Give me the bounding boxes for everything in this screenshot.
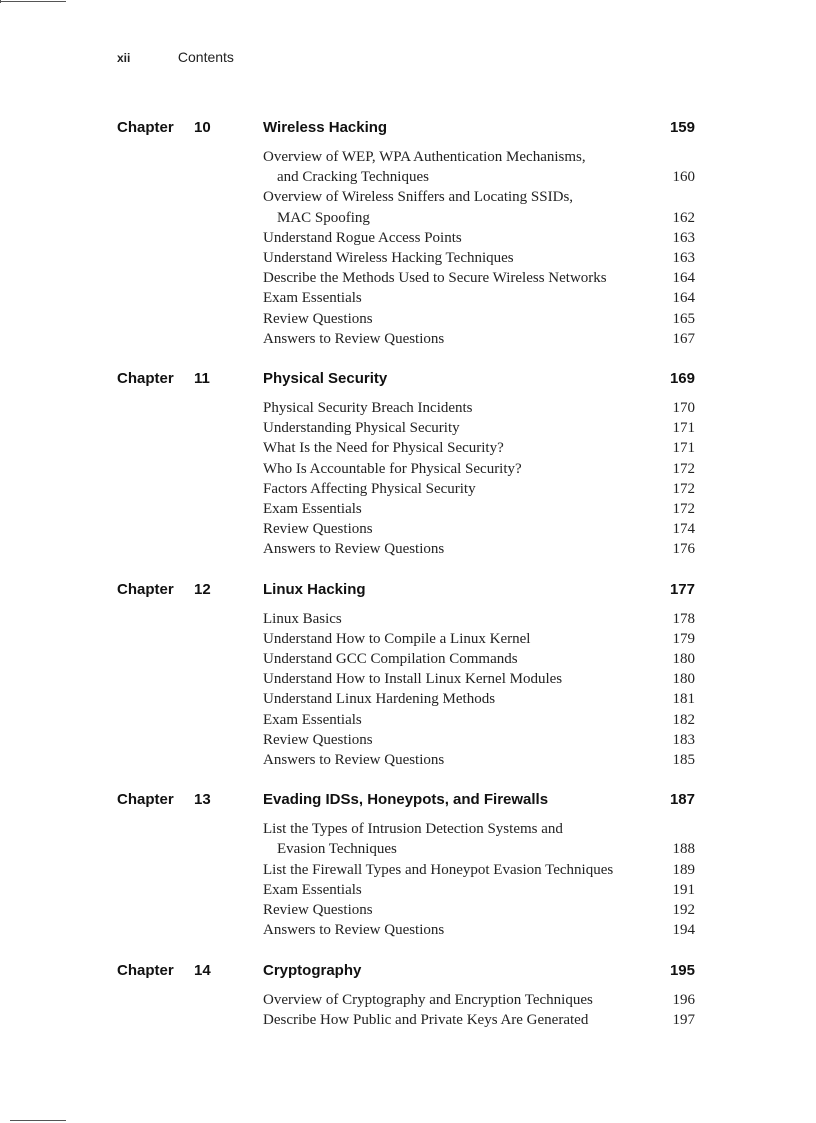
entry-title: Exam Essentials	[263, 881, 362, 898]
toc-entry[interactable]	[263, 438, 695, 458]
chapter-block	[0, 962, 816, 1030]
entry-title: Understand Linux Hardening Methods	[263, 691, 496, 708]
entry-list	[0, 819, 816, 940]
toc-entry[interactable]	[263, 990, 695, 1010]
entry-title: Physical Security Breach Incidents	[263, 400, 473, 417]
entry-title: List the Types of Intrusion Detection Systems and	[263, 821, 563, 838]
toc-entry[interactable]	[263, 268, 695, 288]
entry-page: 188	[672, 841, 695, 858]
chapter-title: Physical Security	[263, 370, 388, 388]
toc-entry[interactable]	[263, 860, 695, 880]
chapter-heading[interactable]	[0, 119, 816, 139]
chapter-block	[0, 581, 816, 771]
entry-page: 160	[672, 169, 695, 186]
entry-title: List the Firewall Types and Honeypot Evasion Techniques	[263, 861, 614, 878]
toc-entry[interactable]	[263, 669, 695, 689]
crop-tick-top	[0, 0, 1, 3]
entry-page: 180	[672, 651, 695, 668]
entry-title: Overview of Wireless Sniffers and Locating SSIDs,	[263, 189, 574, 206]
chapter-page: 169	[669, 370, 695, 388]
toc-entry[interactable]	[263, 880, 695, 900]
chapter-page: 159	[669, 119, 695, 136]
chapter-heading[interactable]	[0, 581, 816, 601]
entry-title: Linux Basics	[263, 610, 342, 627]
page-number: xii	[117, 51, 131, 65]
toc-entry[interactable]	[263, 730, 695, 750]
entry-title: Overview of Cryptography and Encryption Techniques	[263, 991, 593, 1008]
entry-title: Answers to Review Questions	[263, 752, 445, 769]
entry-page: 191	[672, 881, 695, 898]
toc-entry[interactable]	[263, 329, 695, 349]
toc-entry[interactable]	[263, 248, 695, 268]
entry-title-continued: and Cracking Techniques	[277, 169, 429, 186]
chapter-label: Chapter	[117, 791, 174, 809]
toc-entry[interactable]	[263, 1010, 695, 1030]
toc-entry[interactable]	[263, 629, 695, 649]
chapter-heading[interactable]	[0, 791, 816, 811]
entry-page: 180	[672, 671, 695, 688]
entry-title-continued: Evasion Techniques	[277, 841, 397, 858]
entry-page: 163	[672, 250, 695, 267]
toc-entry[interactable]	[263, 920, 695, 940]
entry-list	[0, 990, 816, 1030]
toc-entry[interactable]	[263, 418, 695, 438]
entry-page: 174	[672, 521, 695, 538]
toc-entry[interactable]	[263, 187, 695, 227]
chapter-number: 10	[194, 119, 211, 136]
entry-title: Describe the Methods Used to Secure Wireless Networks	[263, 270, 607, 287]
toc-entry[interactable]	[263, 609, 695, 629]
chapter-label: Chapter	[117, 580, 174, 598]
toc-entry[interactable]	[263, 689, 695, 709]
running-title: Contents	[177, 49, 234, 65]
toc-entry[interactable]	[263, 288, 695, 308]
entry-title: Answers to Review Questions	[263, 541, 445, 558]
entry-title: Describe How Public and Private Keys Are Generated	[263, 1011, 589, 1028]
entry-title: Understanding Physical Security	[263, 420, 460, 437]
entry-page: 189	[672, 861, 695, 878]
entry-page: 197	[672, 1011, 695, 1028]
entry-page: 185	[672, 752, 695, 769]
chapter-block	[0, 370, 816, 560]
crop-mark-bottom	[10, 1120, 66, 1121]
entry-page: 182	[672, 711, 695, 728]
entry-page: 183	[672, 731, 695, 748]
chapter-label: Chapter	[117, 961, 174, 979]
entry-page: 163	[672, 229, 695, 246]
toc-entry[interactable]	[263, 710, 695, 730]
entry-page: 165	[672, 310, 695, 327]
entry-page: 171	[672, 440, 695, 457]
entry-page: 172	[672, 501, 695, 518]
entry-page: 164	[672, 290, 695, 307]
running-header	[117, 49, 234, 65]
toc-entry[interactable]	[263, 519, 695, 539]
chapter-title: Evading IDSs, Honeypots, and Firewalls	[263, 791, 549, 809]
entry-page: 196	[672, 991, 695, 1008]
chapter-title: Linux Hacking	[263, 580, 366, 598]
entry-page: 172	[672, 460, 695, 477]
entry-page: 162	[672, 209, 695, 226]
entry-title: Exam Essentials	[263, 711, 362, 728]
chapter-page: 177	[669, 580, 695, 598]
toc-entry[interactable]	[263, 309, 695, 329]
entry-page: 171	[672, 420, 695, 437]
entry-list	[0, 398, 816, 560]
chapter-label: Chapter	[117, 119, 174, 136]
toc-entry[interactable]	[263, 819, 695, 859]
entry-title: Understand Wireless Hacking Techniques	[263, 250, 514, 267]
entry-title-continued: MAC Spoofing	[277, 209, 370, 226]
entry-page: 192	[672, 902, 695, 919]
toc-entry[interactable]	[263, 649, 695, 669]
entry-title: Exam Essentials	[263, 501, 362, 518]
toc-entry[interactable]	[263, 479, 695, 499]
entry-title: Review Questions	[263, 731, 373, 748]
toc-entry[interactable]	[263, 900, 695, 920]
chapter-block	[0, 791, 816, 940]
chapter-heading[interactable]	[0, 962, 816, 982]
entry-page: 178	[672, 610, 695, 627]
table-of-contents	[0, 119, 816, 1030]
entry-page: 176	[672, 541, 695, 558]
chapter-title: Wireless Hacking	[263, 119, 388, 136]
entry-title: Factors Affecting Physical Security	[263, 480, 476, 497]
toc-entry[interactable]	[263, 750, 695, 770]
entry-page: 181	[672, 691, 695, 708]
entry-page: 170	[672, 400, 695, 417]
entry-page: 172	[672, 480, 695, 497]
entry-title: Exam Essentials	[263, 290, 362, 307]
entry-title: Understand Rogue Access Points	[263, 229, 462, 246]
entry-page: 167	[672, 330, 695, 347]
chapter-number: 11	[194, 370, 210, 388]
entry-page: 194	[672, 922, 695, 939]
entry-page: 179	[672, 630, 695, 647]
entry-title: Understand GCC Compilation Commands	[263, 651, 518, 668]
entry-title: Who Is Accountable for Physical Security?	[263, 460, 522, 477]
toc-entry[interactable]	[263, 228, 695, 248]
chapter-page: 195	[669, 961, 695, 979]
crop-mark-top	[0, 1, 66, 2]
chapter-page: 187	[669, 791, 695, 809]
entry-title: Review Questions	[263, 521, 373, 538]
toc-entry[interactable]	[263, 499, 695, 519]
chapter-number: 14	[194, 961, 211, 979]
chapter-number: 13	[194, 791, 211, 809]
entry-title: Review Questions	[263, 902, 373, 919]
entry-title: Understand How to Install Linux Kernel Modules	[263, 671, 563, 688]
entry-title: Answers to Review Questions	[263, 922, 445, 939]
chapter-label: Chapter	[117, 370, 174, 388]
toc-entry[interactable]	[263, 539, 695, 559]
chapter-number: 12	[194, 580, 211, 598]
entry-list	[0, 147, 816, 349]
entry-list	[0, 609, 816, 771]
toc-entry[interactable]	[263, 147, 695, 187]
entry-title: Answers to Review Questions	[263, 330, 445, 347]
entry-title: What Is the Need for Physical Security?	[263, 440, 504, 457]
entry-page: 164	[672, 270, 695, 287]
toc-entry[interactable]	[263, 398, 695, 418]
toc-entry[interactable]	[263, 459, 695, 479]
entry-title: Review Questions	[263, 310, 373, 327]
chapter-block	[0, 119, 816, 349]
chapter-heading[interactable]	[0, 370, 816, 390]
entry-title: Understand How to Compile a Linux Kernel	[263, 630, 531, 647]
chapter-title: Cryptography	[263, 961, 362, 979]
entry-title: Overview of WEP, WPA Authentication Mechanisms,	[263, 149, 586, 165]
